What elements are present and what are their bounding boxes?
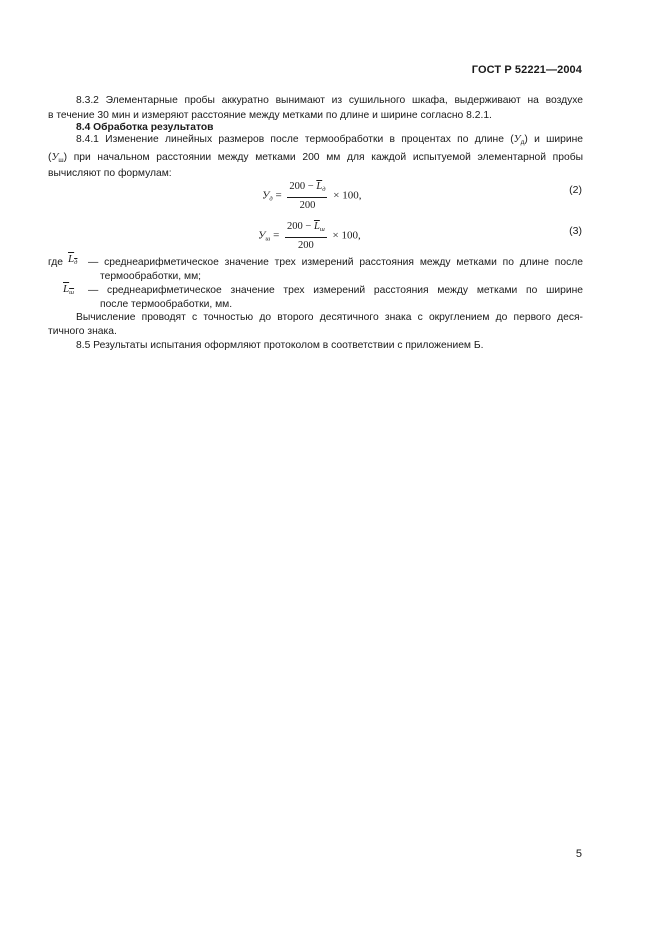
formula-3-lhs-subscript: ш — [265, 235, 271, 243]
symbol-y-length: У — [513, 134, 521, 145]
where-term-2-variable — [63, 283, 74, 296]
where-term-2-letter: L — [63, 283, 70, 295]
formula-3-equals: = — [273, 229, 280, 242]
symbol-y-length-subscript: д — [520, 139, 525, 146]
formula-2-fraction — [287, 180, 327, 212]
where-term-2-subscript: ш — [69, 289, 75, 296]
formula-3-fraction — [285, 220, 327, 252]
paragraph-8-4-1-text-b: ) и ширине — [524, 134, 583, 145]
page-number: 5 — [575, 848, 582, 860]
where-term-2-definition-line-1: — среднеарифметическое значение трех измерений расстояния между метками по ширине — [88, 285, 583, 296]
paragraph-8-4-1-text-a: 8.4.1 Изменение линейных размеров после термообработки в процентах по длине ( — [76, 134, 514, 145]
formula-3 — [258, 220, 361, 252]
where-word: где — [48, 257, 64, 268]
where-term-1-definition-line-2: термообработки, мм; — [100, 271, 202, 282]
section-8-4-heading: 8.4 Обработка результатов — [76, 122, 214, 133]
symbol-y-width: У — [51, 152, 59, 163]
formula-2-multiplier: × 100, — [333, 189, 362, 202]
formula-2-numerator-variable: $\overline{L}$ — [316, 181, 323, 192]
formula-3-numerator-variable: $\overline{L}$ — [313, 221, 320, 232]
formula-2 — [262, 180, 361, 212]
paragraph-8-5: 8.5 Результаты испытания оформляют протоколом в соответствии с приложением Б. — [76, 340, 484, 351]
formula-2-numerator-prefix: 200 − — [289, 181, 317, 192]
where-term-2-definition-line-2: после термообработки, мм. — [100, 299, 233, 310]
paragraph-8-4-1-line-1 — [48, 132, 583, 150]
paragraph-8-3-2-line-2: в течение 30 мин и измеряют расстояние между метками по длине и ширине согласно 8.2.1. — [48, 110, 492, 121]
formula-3-number: (3) — [569, 225, 582, 237]
paragraph-8-3-2-line-1: 8.3.2 Элементарные пробы аккуратно вынимают из сушильного шкафа, выдерживают на воздухе — [76, 95, 583, 106]
where-term-1-letter: L — [68, 253, 75, 265]
formula-2-number: (2) — [569, 184, 582, 196]
standard-designation: ГОСТ Р 52221—2004 — [471, 64, 582, 76]
formula-2-numerator — [287, 180, 327, 198]
paragraph-8-4-1-text-c: ( — [48, 152, 52, 163]
where-term-1-variable — [68, 253, 77, 266]
paragraph-calculation-line-1: Вычисление проводят с точностью до второго десятичного знака с округлением до первого деся- — [76, 312, 583, 323]
formula-2-lhs-subscript: д — [269, 195, 273, 203]
formula-3-denominator: 200 — [298, 240, 314, 251]
formula-3-lhs: У — [258, 229, 266, 242]
formula-2-numerator-subscript: д — [322, 186, 326, 193]
formula-2-lhs: У — [262, 189, 270, 202]
formula-2-denominator: 200 — [299, 200, 316, 211]
where-term-1-subscript: д — [74, 259, 78, 266]
formula-3-multiplier: × 100, — [332, 229, 361, 242]
paragraph-8-4-1-line-3: вычисляют по формулам: — [48, 168, 172, 179]
formula-3-numerator-prefix: 200 − — [287, 221, 314, 232]
formula-3-numerator — [285, 220, 327, 238]
formula-3-numerator-subscript: ш — [319, 226, 325, 233]
symbol-y-width-subscript: ш — [58, 157, 64, 164]
paragraph-calculation-line-2: тичного знака. — [48, 326, 117, 337]
formula-2-equals: = — [275, 189, 282, 202]
paragraph-8-4-1-text-d: ) при начальном расстоянии между метками 200 мм для каждой испытуемой элементарной пробы — [63, 152, 583, 163]
where-term-1-definition-line-1: — среднеарифметическое значение трех измерений расстояния между метками по длине после — [88, 257, 583, 268]
